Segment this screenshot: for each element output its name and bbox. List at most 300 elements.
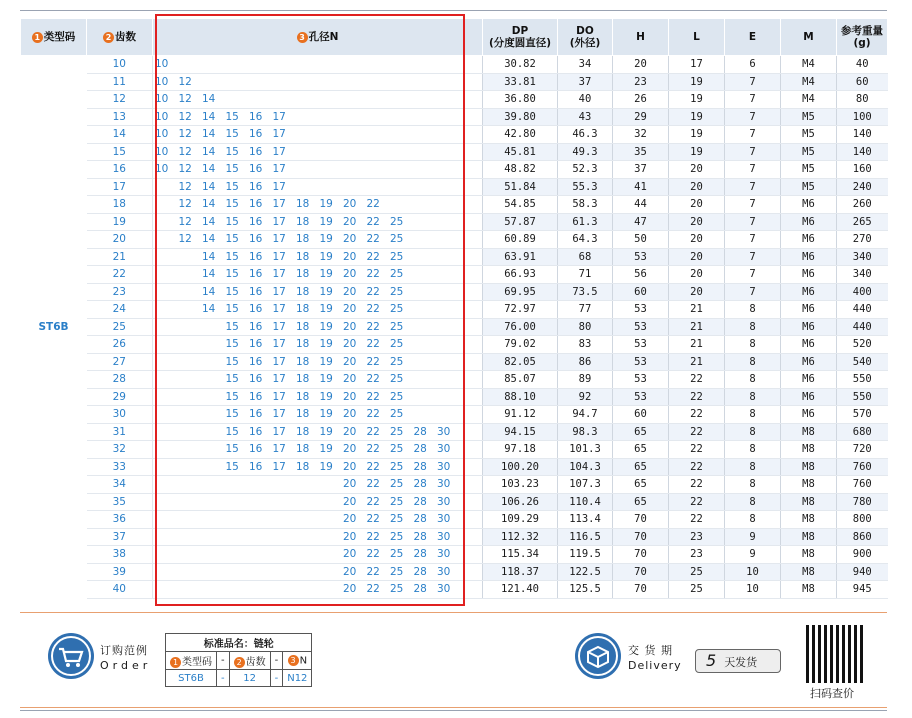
bore-value: 22 <box>366 320 380 333</box>
m-cell: M4 <box>781 73 837 91</box>
example-teeth: 12 <box>229 670 270 687</box>
bore-value: 20 <box>343 478 357 491</box>
teeth-cell: 40 <box>87 581 153 599</box>
do-cell: 49.3 <box>558 143 613 161</box>
teeth-cell: 25 <box>87 318 153 336</box>
bore-value: 17 <box>272 250 286 263</box>
dp-cell: 88.10 <box>483 388 558 406</box>
do-cell: 101.3 <box>558 441 613 459</box>
bore-value: 25 <box>390 530 404 543</box>
e-cell: 7 <box>725 73 781 91</box>
bore-value: 17 <box>272 145 286 158</box>
bore-value: 15 <box>225 110 239 123</box>
e-cell: 7 <box>725 266 781 284</box>
h-cell: 26 <box>613 91 669 109</box>
m-cell: M4 <box>781 91 837 109</box>
e-cell: 7 <box>725 126 781 144</box>
bore-value: 19 <box>319 198 333 211</box>
bore-value: 14 <box>202 250 216 263</box>
bore-value: 20 <box>343 460 357 473</box>
bore-value: 12 <box>178 180 192 193</box>
w-cell: 550 <box>837 371 888 389</box>
m-cell: M6 <box>781 301 837 319</box>
bore-value: 12 <box>178 215 192 228</box>
do-cell: 110.4 <box>558 493 613 511</box>
h-cell: 53 <box>613 318 669 336</box>
bore-value: 20 <box>343 373 357 386</box>
dp-cell: 100.20 <box>483 458 558 476</box>
header-e: E <box>725 19 781 56</box>
delivery-label: 交 货 期 Delivery <box>628 644 682 672</box>
bore-value: 12 <box>178 128 192 141</box>
bore-value: 22 <box>366 513 380 526</box>
teeth-cell: 16 <box>87 161 153 179</box>
top-border-line <box>20 10 887 11</box>
bore-value: 20 <box>343 583 357 596</box>
teeth-cell: 30 <box>87 406 153 424</box>
h-cell: 53 <box>613 336 669 354</box>
bore-value: 18 <box>296 320 310 333</box>
bore-value: 14 <box>202 180 216 193</box>
m-cell: M5 <box>781 143 837 161</box>
do-cell: 58.3 <box>558 196 613 214</box>
bore-value: 16 <box>249 163 263 176</box>
l-cell: 20 <box>669 266 725 284</box>
teeth-cell: 22 <box>87 266 153 284</box>
bore-value: 18 <box>296 268 310 281</box>
qr-label: 扫码查价 <box>810 687 854 700</box>
dp-cell: 36.80 <box>483 91 558 109</box>
w-cell: 140 <box>837 143 888 161</box>
bore-value: 15 <box>225 460 239 473</box>
bore-value: 19 <box>319 233 333 246</box>
circle-number-1: 1 <box>32 32 43 43</box>
bore-value: 16 <box>249 408 263 421</box>
e-cell: 8 <box>725 318 781 336</box>
do-cell: 89 <box>558 371 613 389</box>
bore-value: 16 <box>249 338 263 351</box>
bore-value: 14 <box>202 145 216 158</box>
header-dp: DP (分度圆直径) <box>483 19 558 56</box>
do-cell: 94.7 <box>558 406 613 424</box>
teeth-cell: 24 <box>87 301 153 319</box>
teeth-cell: 19 <box>87 213 153 231</box>
e-cell: 7 <box>725 178 781 196</box>
bore-value: 22 <box>366 548 380 561</box>
bore-value: 20 <box>343 285 357 298</box>
bore-value: 17 <box>272 163 286 176</box>
bore-value: 20 <box>343 495 357 508</box>
do-cell: 107.3 <box>558 476 613 494</box>
bore-value: 22 <box>366 355 380 368</box>
e-cell: 7 <box>725 231 781 249</box>
w-cell: 800 <box>837 511 888 529</box>
bore-value: 22 <box>366 583 380 596</box>
h-cell: 47 <box>613 213 669 231</box>
w-cell: 140 <box>837 126 888 144</box>
bore-value: 18 <box>296 443 310 456</box>
bore-value: 25 <box>390 355 404 368</box>
w-cell: 940 <box>837 563 888 581</box>
bore-value: 16 <box>249 373 263 386</box>
bore-value: 16 <box>249 180 263 193</box>
teeth-cell: 34 <box>87 476 153 494</box>
bore-value: 18 <box>296 460 310 473</box>
h-cell: 53 <box>613 371 669 389</box>
bore-value: 18 <box>296 233 310 246</box>
w-cell: 80 <box>837 91 888 109</box>
do-cell: 61.3 <box>558 213 613 231</box>
teeth-cell: 33 <box>87 458 153 476</box>
m-cell: M6 <box>781 353 837 371</box>
bore-value: 28 <box>413 548 427 561</box>
teeth-cell: 36 <box>87 511 153 529</box>
l-cell: 22 <box>669 458 725 476</box>
e-cell: 7 <box>725 196 781 214</box>
dp-cell: 60.89 <box>483 231 558 249</box>
h-cell: 32 <box>613 126 669 144</box>
e-cell: 9 <box>725 528 781 546</box>
bore-value: 28 <box>413 478 427 491</box>
bore-value: 16 <box>249 110 263 123</box>
teeth-cell: 26 <box>87 336 153 354</box>
bore-value: 16 <box>249 443 263 456</box>
l-cell: 20 <box>669 231 725 249</box>
e-cell: 8 <box>725 371 781 389</box>
do-cell: 86 <box>558 353 613 371</box>
h-cell: 65 <box>613 476 669 494</box>
w-cell: 340 <box>837 266 888 284</box>
teeth-cell: 13 <box>87 108 153 126</box>
bore-value: 16 <box>249 145 263 158</box>
bore-value: 16 <box>249 320 263 333</box>
bore-value: 15 <box>225 268 239 281</box>
e-cell: 7 <box>725 161 781 179</box>
l-cell: 19 <box>669 108 725 126</box>
circle-number-3: 3 <box>297 32 308 43</box>
w-cell: 440 <box>837 318 888 336</box>
bore-value: 18 <box>296 390 310 403</box>
l-cell: 22 <box>669 406 725 424</box>
delivery-days-badge: 5 天发货 <box>695 649 781 673</box>
header-do: DO (外径) <box>558 19 613 56</box>
dp-cell: 94.15 <box>483 423 558 441</box>
m-cell: M6 <box>781 231 837 249</box>
bore-value: 15 <box>225 425 239 438</box>
bore-value: 17 <box>272 285 286 298</box>
bore-value: 10 <box>155 58 169 71</box>
bore-value: 16 <box>249 355 263 368</box>
e-cell: 8 <box>725 511 781 529</box>
l-cell: 19 <box>669 143 725 161</box>
w-cell: 760 <box>837 476 888 494</box>
teeth-cell: 10 <box>87 56 153 74</box>
order-example-table: 标准品名：链轮 1 类型码 - 2 齿数 - 3 N ST6B - 12 - N12 <box>165 633 312 687</box>
do-cell: 80 <box>558 318 613 336</box>
l-cell: 20 <box>669 248 725 266</box>
m-cell: M8 <box>781 493 837 511</box>
bore-value: 17 <box>272 390 286 403</box>
h-cell: 53 <box>613 353 669 371</box>
bore-value: 10 <box>155 75 169 88</box>
bore-value: 17 <box>272 268 286 281</box>
do-cell: 104.3 <box>558 458 613 476</box>
w-cell: 265 <box>837 213 888 231</box>
header-weight: 参考重量 (g) <box>837 19 888 56</box>
m-cell: M6 <box>781 283 837 301</box>
bore-value: 18 <box>296 338 310 351</box>
h-cell: 60 <box>613 283 669 301</box>
teeth-cell: 32 <box>87 441 153 459</box>
dp-cell: 85.07 <box>483 371 558 389</box>
bore-value: 17 <box>272 443 286 456</box>
w-cell: 520 <box>837 336 888 354</box>
h-cell: 29 <box>613 108 669 126</box>
bore-value: 17 <box>272 215 286 228</box>
m-cell: M6 <box>781 371 837 389</box>
l-cell: 17 <box>669 56 725 74</box>
bore-value: 19 <box>319 250 333 263</box>
w-cell: 240 <box>837 178 888 196</box>
bore-value: 20 <box>343 565 357 578</box>
circle-number-2: 2 <box>103 32 114 43</box>
bore-value: 14 <box>202 268 216 281</box>
bore-value: 12 <box>178 110 192 123</box>
do-cell: 116.5 <box>558 528 613 546</box>
bore-value: 20 <box>343 268 357 281</box>
bore-value: 14 <box>202 233 216 246</box>
bore-value: 25 <box>390 548 404 561</box>
header-bore: 3 孔径N <box>153 19 483 56</box>
header-type-code: 1 类型码 <box>21 19 87 56</box>
do-cell: 113.4 <box>558 511 613 529</box>
bore-value: 14 <box>202 128 216 141</box>
bore-value: 15 <box>225 145 239 158</box>
example-type-code: ST6B <box>166 670 217 687</box>
bore-value: 20 <box>343 443 357 456</box>
bore-value: 16 <box>249 390 263 403</box>
e-cell: 8 <box>725 336 781 354</box>
teeth-cell: 39 <box>87 563 153 581</box>
bore-value: 25 <box>390 513 404 526</box>
teeth-cell: 18 <box>87 196 153 214</box>
bore-value: 22 <box>366 478 380 491</box>
bore-value: 16 <box>249 233 263 246</box>
bore-value: 28 <box>413 513 427 526</box>
l-cell: 23 <box>669 528 725 546</box>
bore-value: 19 <box>319 268 333 281</box>
bore-value: 19 <box>319 303 333 316</box>
m-cell: M8 <box>781 511 837 529</box>
w-cell: 40 <box>837 56 888 74</box>
e-cell: 8 <box>725 493 781 511</box>
bore-value: 22 <box>366 443 380 456</box>
bore-value: 18 <box>296 198 310 211</box>
bore-value: 15 <box>225 320 239 333</box>
bore-value: 22 <box>366 215 380 228</box>
bore-value: 28 <box>413 460 427 473</box>
l-cell: 22 <box>669 371 725 389</box>
h-cell: 70 <box>613 546 669 564</box>
bore-value: 14 <box>202 163 216 176</box>
bore-value: 19 <box>319 285 333 298</box>
do-cell: 34 <box>558 56 613 74</box>
bore-value: 22 <box>366 268 380 281</box>
bore-value: 17 <box>272 320 286 333</box>
m-cell: M6 <box>781 336 837 354</box>
header-m: M <box>781 19 837 56</box>
bore-value: 22 <box>366 425 380 438</box>
dp-cell: 72.97 <box>483 301 558 319</box>
bore-value: 20 <box>343 303 357 316</box>
bore-value: 16 <box>249 268 263 281</box>
do-cell: 122.5 <box>558 563 613 581</box>
bore-value: 15 <box>225 215 239 228</box>
m-cell: M8 <box>781 581 837 599</box>
l-cell: 19 <box>669 126 725 144</box>
bore-value: 22 <box>366 530 380 543</box>
qr-code-icon[interactable] <box>806 625 864 683</box>
m-cell: M6 <box>781 406 837 424</box>
bore-value: 20 <box>343 425 357 438</box>
bore-value: 30 <box>437 583 451 596</box>
teeth-cell: 37 <box>87 528 153 546</box>
delivery-box-icon <box>575 633 621 679</box>
bore-value: 25 <box>390 285 404 298</box>
dp-cell: 33.81 <box>483 73 558 91</box>
bore-value: 22 <box>366 250 380 263</box>
bore-value: 16 <box>249 303 263 316</box>
e-cell: 7 <box>725 143 781 161</box>
h-cell: 65 <box>613 441 669 459</box>
teeth-cell: 15 <box>87 143 153 161</box>
dp-cell: 69.95 <box>483 283 558 301</box>
dp-cell: 115.34 <box>483 546 558 564</box>
e-cell: 7 <box>725 91 781 109</box>
w-cell: 780 <box>837 493 888 511</box>
bore-value: 20 <box>343 338 357 351</box>
h-cell: 44 <box>613 196 669 214</box>
l-cell: 19 <box>669 91 725 109</box>
bore-value: 15 <box>225 285 239 298</box>
dp-cell: 63.91 <box>483 248 558 266</box>
bore-value: 15 <box>225 198 239 211</box>
e-cell: 8 <box>725 353 781 371</box>
bore-value: 17 <box>272 355 286 368</box>
bore-value: 20 <box>343 390 357 403</box>
w-cell: 440 <box>837 301 888 319</box>
w-cell: 260 <box>837 196 888 214</box>
w-cell: 760 <box>837 458 888 476</box>
e-cell: 7 <box>725 248 781 266</box>
bore-value: 16 <box>249 128 263 141</box>
bore-value: 10 <box>155 163 169 176</box>
bore-value: 16 <box>249 198 263 211</box>
bore-value: 18 <box>296 250 310 263</box>
bore-value: 12 <box>178 198 192 211</box>
header-h: H <box>613 19 669 56</box>
type-code-cell: ST6B <box>38 321 69 333</box>
bore-value: 15 <box>225 373 239 386</box>
w-cell: 100 <box>837 108 888 126</box>
dp-cell: 66.93 <box>483 266 558 284</box>
bore-value: 30 <box>437 530 451 543</box>
e-cell: 10 <box>725 563 781 581</box>
bore-value: 20 <box>343 320 357 333</box>
bore-value: 18 <box>296 425 310 438</box>
bore-value: 25 <box>390 320 404 333</box>
bore-value: 25 <box>390 425 404 438</box>
m-cell: M5 <box>781 178 837 196</box>
bore-value: 19 <box>319 320 333 333</box>
teeth-cell: 11 <box>87 73 153 91</box>
h-cell: 53 <box>613 301 669 319</box>
bore-value: 28 <box>413 565 427 578</box>
bore-value: 22 <box>366 495 380 508</box>
h-cell: 65 <box>613 458 669 476</box>
do-cell: 64.3 <box>558 231 613 249</box>
bore-value: 17 <box>272 180 286 193</box>
teeth-cell: 21 <box>87 248 153 266</box>
bottom-border-line <box>20 710 887 711</box>
dp-cell: 112.32 <box>483 528 558 546</box>
e-cell: 8 <box>725 476 781 494</box>
header-teeth: 2 齿数 <box>87 19 153 56</box>
bore-value: 12 <box>178 93 192 106</box>
dp-cell: 48.82 <box>483 161 558 179</box>
w-cell: 900 <box>837 546 888 564</box>
bore-value: 25 <box>390 390 404 403</box>
teeth-cell: 27 <box>87 353 153 371</box>
dp-cell: 97.18 <box>483 441 558 459</box>
l-cell: 22 <box>669 493 725 511</box>
bore-value: 15 <box>225 443 239 456</box>
bore-value: 12 <box>178 145 192 158</box>
bore-value: 22 <box>366 565 380 578</box>
m-cell: M8 <box>781 476 837 494</box>
e-cell: 9 <box>725 546 781 564</box>
h-cell: 41 <box>613 178 669 196</box>
do-cell: 46.3 <box>558 126 613 144</box>
bore-value: 15 <box>225 233 239 246</box>
teeth-cell: 23 <box>87 283 153 301</box>
bore-value: 16 <box>249 460 263 473</box>
w-cell: 160 <box>837 161 888 179</box>
bore-highlight-box <box>155 14 465 606</box>
bore-value: 22 <box>366 373 380 386</box>
bore-value: 30 <box>437 460 451 473</box>
l-cell: 20 <box>669 283 725 301</box>
bore-value: 25 <box>390 443 404 456</box>
e-cell: 8 <box>725 423 781 441</box>
bore-value: 22 <box>366 198 380 211</box>
bore-value: 28 <box>413 443 427 456</box>
h-cell: 70 <box>613 511 669 529</box>
bore-value: 16 <box>249 215 263 228</box>
bore-value: 22 <box>366 390 380 403</box>
header-l: L <box>669 19 725 56</box>
footer-panel <box>20 612 887 708</box>
bore-value: 20 <box>343 548 357 561</box>
h-cell: 23 <box>613 73 669 91</box>
m-cell: M8 <box>781 423 837 441</box>
bore-value: 12 <box>178 163 192 176</box>
bore-value: 18 <box>296 373 310 386</box>
bore-value: 28 <box>413 530 427 543</box>
bore-value: 20 <box>343 198 357 211</box>
bore-value: 15 <box>225 390 239 403</box>
dp-cell: 51.84 <box>483 178 558 196</box>
